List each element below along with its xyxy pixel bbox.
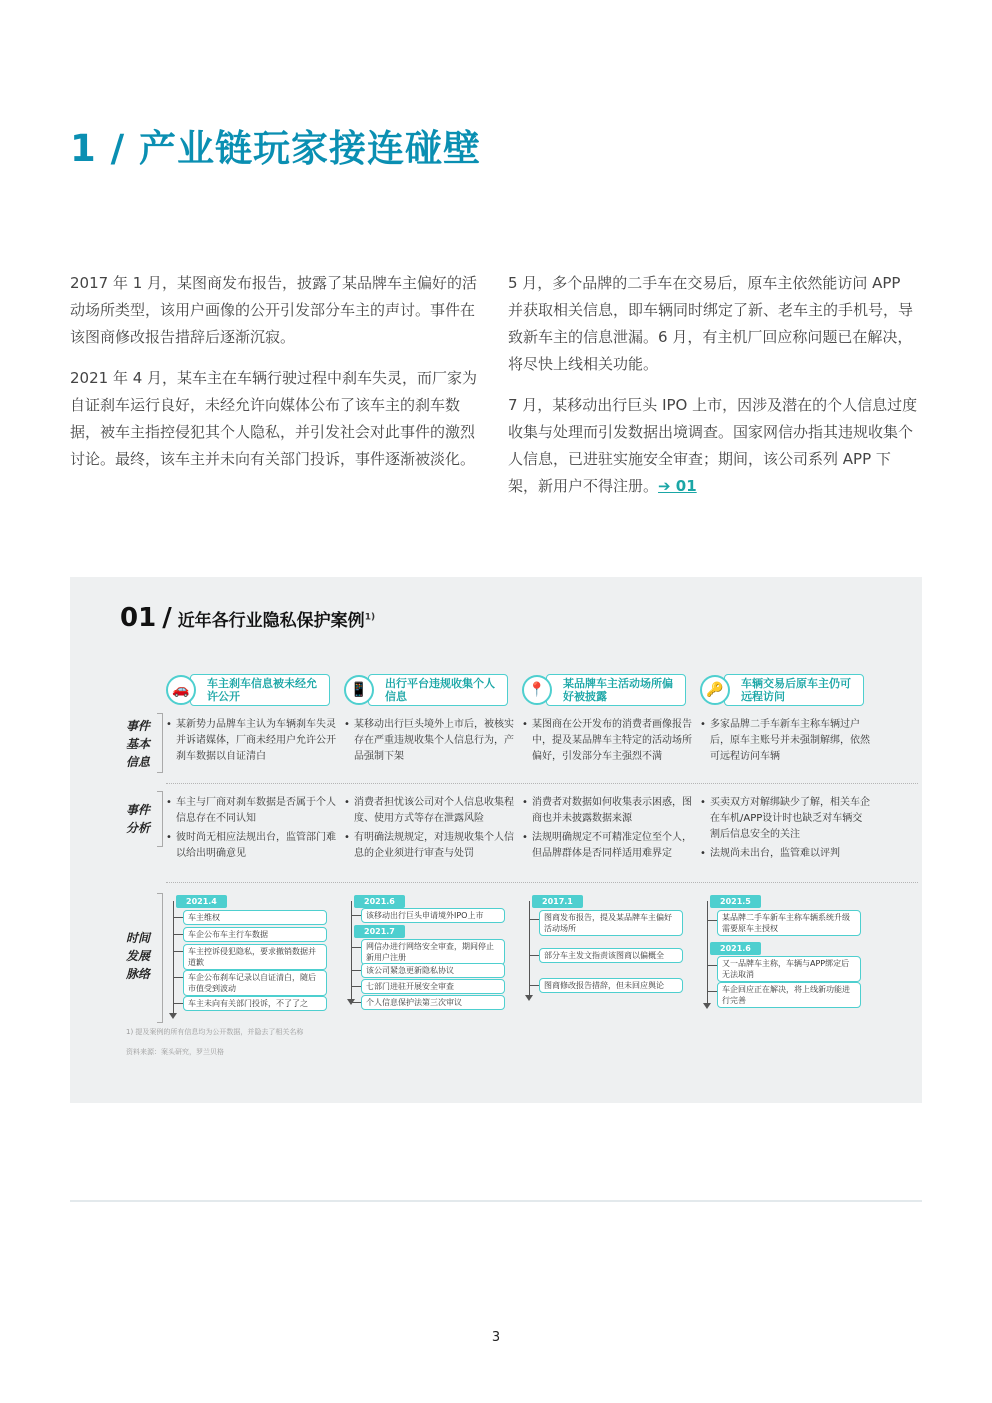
column-header-label: 车主刹车信息被未经允许公开 (190, 674, 330, 706)
figure-number: 01 (120, 603, 157, 633)
timeline-arrow-icon (703, 1003, 711, 1009)
timeline-event: 网信办进行网络安全审查，期间停止新用户注册 (361, 939, 505, 965)
list-item: • 彼时尚无相应法规出台，监管部门难以给出明确意见 (166, 830, 336, 862)
list-item: • 法规尚未出台，监管难以评判 (700, 846, 870, 862)
basic-info-cell (166, 717, 336, 768)
basic-info-cell (344, 717, 514, 768)
timeline-event: 七部门进驻开展安全审查 (361, 979, 505, 994)
timeline-event: 该公司紧急更新隐私协议 (361, 963, 505, 978)
timeline-date: 2021.5 (710, 895, 761, 908)
basic-info-cell (522, 717, 692, 768)
row-label-analysis: 事件 分析 (125, 803, 150, 835)
timeline-tick (173, 977, 183, 978)
timeline-tick (707, 965, 717, 966)
timeline-event: 车企回应正在解决，将上线新功能进行完善 (717, 982, 861, 1008)
list-item: • 多家品牌二手车新车主称车辆过户后，原车主账号并未强制解绑，依然可远程访问车辆 (700, 717, 870, 765)
list-item: • 某新势力品牌车主认为车辆刹车失灵并诉诸媒体，厂商未经用户允许公开刹车数据以自证清白 (166, 717, 336, 765)
timeline-event: 部分车主发文指责该图商以偏概全 (539, 948, 683, 963)
car-brake-icon: 🚗 (166, 675, 196, 705)
bottom-divider (70, 1200, 922, 1202)
analysis-cell (344, 795, 514, 865)
body-left-column (70, 270, 482, 487)
page-number: 3 (491, 1330, 501, 1345)
body-right-column (508, 270, 920, 514)
column-header (700, 673, 870, 707)
timeline-date: 2021.4 (176, 895, 227, 908)
timeline-axis (173, 901, 174, 1015)
timeline-tick (351, 1002, 361, 1003)
figure-source: 资料来源：案头研究，罗兰贝格 (126, 1048, 224, 1056)
row-bracket (157, 893, 163, 1023)
timeline-event: 个人信息保护法第三次审议 (361, 995, 505, 1010)
timeline-event: 车主维权 (183, 910, 327, 925)
row-divider (166, 882, 918, 883)
list-item: • 买卖双方对解绑缺少了解，相关车企在车机/APP设计时也缺乏对车辆交割后信息安全的关注 (700, 795, 870, 843)
timeline-event: 车企公布车主行车数据 (183, 927, 327, 942)
list-item: • 消费者担忧该公司对个人信息收集程度、使用方式等存在泄露风险 (344, 795, 514, 827)
timeline-event: 图商发布报告，提及某品牌车主偏好活动场所 (539, 910, 683, 936)
row-divider (166, 783, 918, 784)
timeline-tick (529, 919, 539, 920)
figure-title (120, 603, 375, 633)
column-header-label: 车辆交易后原车主仍可远程访问 (724, 674, 864, 706)
figure-footnote-marker: 1) (364, 612, 376, 623)
basic-info-cell (700, 717, 870, 768)
row-label-basic-info: 事件 基本 信息 (125, 719, 150, 769)
list-item: • 某图商在公开发布的消费者画像报告中，提及某品牌车主特定的活动场所偏好，引发部分车主强烈不满 (522, 717, 692, 765)
figure-footnote: 1) 提及案例的所有信息均为公开数据，并隐去了相关名称 (126, 1028, 304, 1036)
timeline-tick (173, 934, 183, 935)
figure-reference-link[interactable]: ➔ 01 (658, 477, 697, 495)
column-header (522, 673, 692, 707)
timeline-tick (351, 947, 361, 948)
location-icon: 📍 (522, 675, 552, 705)
car-trade-icon: 🔑 (700, 675, 730, 705)
paragraph: 2021 年 4 月，某车主在车辆行驶过程中刹车失灵，而厂家为自证刹车运行良好，未经允许向媒体公布了该车主的刹车数据，被车主指控侵犯其个人隐私，并引发社会对此事件的激烈讨论。最终，该车主并未向有关部门投诉，事件逐渐被淡化。 (70, 369, 478, 468)
analysis-cell (700, 795, 870, 865)
timeline-tick (351, 915, 361, 916)
timeline-arrow-icon (525, 995, 533, 1001)
paragraph: 5 月，多个品牌的二手车在交易后，原车主依然能访问 APP 并获取相关信息，即车辆同时绑定了新、老车主的手机号，导致新车主的信息泄漏。6 月，有主机厂回应称问题已在解决，将尽快上线相关功能。 (508, 274, 914, 373)
column-header (166, 673, 336, 707)
timeline-event: 车主未向有关部门投诉，不了了之 (183, 996, 327, 1011)
timeline-tick (173, 951, 183, 952)
column-header (344, 673, 514, 707)
timeline-event: 又一品牌车主称，车辆与APP绑定后无法取消 (717, 956, 861, 982)
paragraph: 2017 年 1 月，某图商发布报告，披露了某品牌车主偏好的活动场所类型，该用户画像的公开引发部分车主的声讨。事件在该图商修改报告措辞后逐渐沉寂。 (70, 274, 478, 346)
timeline-event: 该移动出行巨头申请境外IPO上市 (361, 908, 505, 923)
list-item: • 车主与厂商对刹车数据是否属于个人信息存在不同认知 (166, 795, 336, 827)
figure-privacy-cases (70, 577, 922, 1103)
analysis-cell (166, 795, 336, 865)
timeline-date: 2021.6 (710, 942, 761, 955)
timeline-tick (707, 920, 717, 921)
row-bracket (157, 791, 163, 847)
timeline-tick (173, 917, 183, 918)
figure-slash: / (162, 603, 172, 633)
timeline-arrow-icon (169, 1013, 177, 1019)
paragraph-text: 7 月，某移动出行巨头 IPO 上市，因涉及潜在的个人信息过度收集与处理而引发数据出境调查。国家网信办指其违规收集个人信息，已进驻实施安全审查；期间，该公司系列 APP 下架，新用户不得注册。 (508, 396, 918, 495)
figure-title-text: 近年各行业隐私保护案例 (177, 611, 365, 631)
timeline-tick (351, 986, 361, 987)
list-item: • 某移动出行巨头境外上市后，被核实存在严重违规收集个人信息行为，产品强制下架 (344, 717, 514, 765)
list-item: • 有明确法规规定，对违规收集个人信息的企业须进行审查与处罚 (344, 830, 514, 862)
list-item: • 消费者对数据如何收集表示困惑，图商也并未披露数据来源 (522, 795, 692, 827)
timeline-tick (529, 985, 539, 986)
list-item: • 法规明确规定不可精准定位至个人，但品牌群体是否同样适用难界定 (522, 830, 692, 862)
timeline-axis (707, 901, 708, 1005)
timeline-tick (173, 1003, 183, 1004)
column-header-label: 出行平台违规收集个人信息 (368, 674, 508, 706)
row-label-timeline: 时间 发展 脉络 (125, 931, 150, 981)
timeline-tick (529, 955, 539, 956)
ride-hailing-icon: 📱 (344, 675, 374, 705)
timeline-date: 2017.1 (532, 895, 583, 908)
timeline-tick (707, 991, 717, 992)
timeline-event: 某品牌二手车新车主称车辆系统升级需要原车主授权 (717, 910, 861, 936)
paragraph (508, 392, 920, 500)
timeline-event: 车企公布刹车记录以自证清白，随后市值受到波动 (183, 970, 327, 996)
timeline-date: 2021.7 (354, 925, 405, 938)
column-header-label: 某品牌车主活动场所偏好被披露 (546, 674, 686, 706)
timeline-event: 图商修改报告措辞，但未回应舆论 (539, 978, 683, 993)
timeline-axis (529, 901, 530, 997)
timeline-tick (351, 970, 361, 971)
page-title: 1 / 产业链玩家接连碰壁 (70, 127, 482, 170)
timeline-date: 2021.6 (354, 895, 405, 908)
timeline-event: 车主控诉侵犯隐私，要求撤销数据并道歉 (183, 944, 327, 970)
row-bracket (157, 713, 163, 773)
analysis-cell (522, 795, 692, 865)
